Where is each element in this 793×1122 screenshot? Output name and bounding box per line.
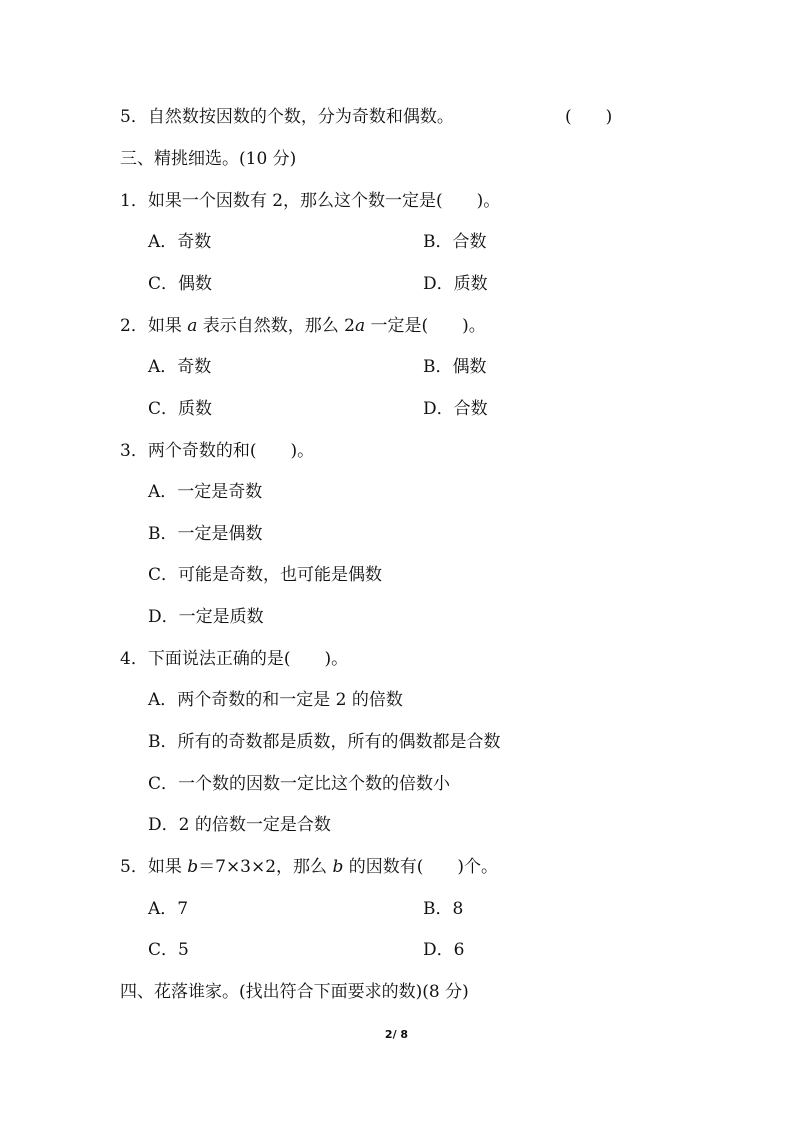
- option-a: A．奇数: [148, 232, 212, 252]
- variable-b: b: [187, 857, 199, 877]
- option-a: A．两个奇数的和一定是 2 的倍数: [148, 690, 403, 710]
- option-c: C．一个数的因数一定比这个数的倍数小: [148, 774, 451, 794]
- question-2-stem: 2．如果 a 表示自然数，那么 2a 一定是( )。: [120, 316, 486, 336]
- question-3-stem: 3．两个奇数的和( )。: [120, 441, 315, 461]
- option-a: A．一定是奇数: [148, 482, 263, 502]
- variable-a: a: [355, 316, 366, 336]
- option-c: C．可能是奇数，也可能是偶数: [148, 565, 383, 585]
- option-d: D．合数: [423, 399, 488, 419]
- option-a: A．7: [148, 899, 189, 919]
- option-d: D．一定是质数: [148, 607, 264, 627]
- option-b: B．一定是偶数: [148, 524, 263, 544]
- judge-item-5-text: 5．自然数按因数的个数，分为奇数和偶数。: [120, 107, 454, 127]
- option-a: A．奇数: [148, 357, 212, 377]
- question-5-stem: 5．如果 b＝7×3×2，那么 b 的因数有( )个。: [120, 857, 499, 877]
- answer-paren: ( ): [565, 107, 613, 127]
- option-b: B．所有的奇数都是质数，所有的偶数都是合数: [148, 732, 501, 752]
- option-b: B．合数: [423, 232, 487, 252]
- question-1-stem: 1．如果一个因数有 2，那么这个数一定是( )。: [120, 191, 501, 211]
- option-d: D．2 的倍数一定是合数: [148, 815, 331, 835]
- option-b: B．8: [423, 899, 464, 919]
- option-c: C．偶数: [148, 274, 213, 294]
- section-3-heading: 三、精挑细选。(10 分): [120, 149, 297, 169]
- question-4-stem: 4．下面说法正确的是( )。: [120, 649, 349, 669]
- option-d: D．质数: [423, 274, 488, 294]
- variable-a: a: [187, 316, 198, 336]
- option-c: C．质数: [148, 399, 213, 419]
- option-b: B．偶数: [423, 357, 487, 377]
- option-d: D．6: [423, 940, 465, 960]
- section-4-heading: 四、花落谁家。(找出符合下面要求的数)(8 分): [120, 982, 469, 1002]
- page-number: 2/ 8: [384, 1028, 409, 1041]
- option-c: C．5: [148, 940, 189, 960]
- variable-b: b: [332, 857, 344, 877]
